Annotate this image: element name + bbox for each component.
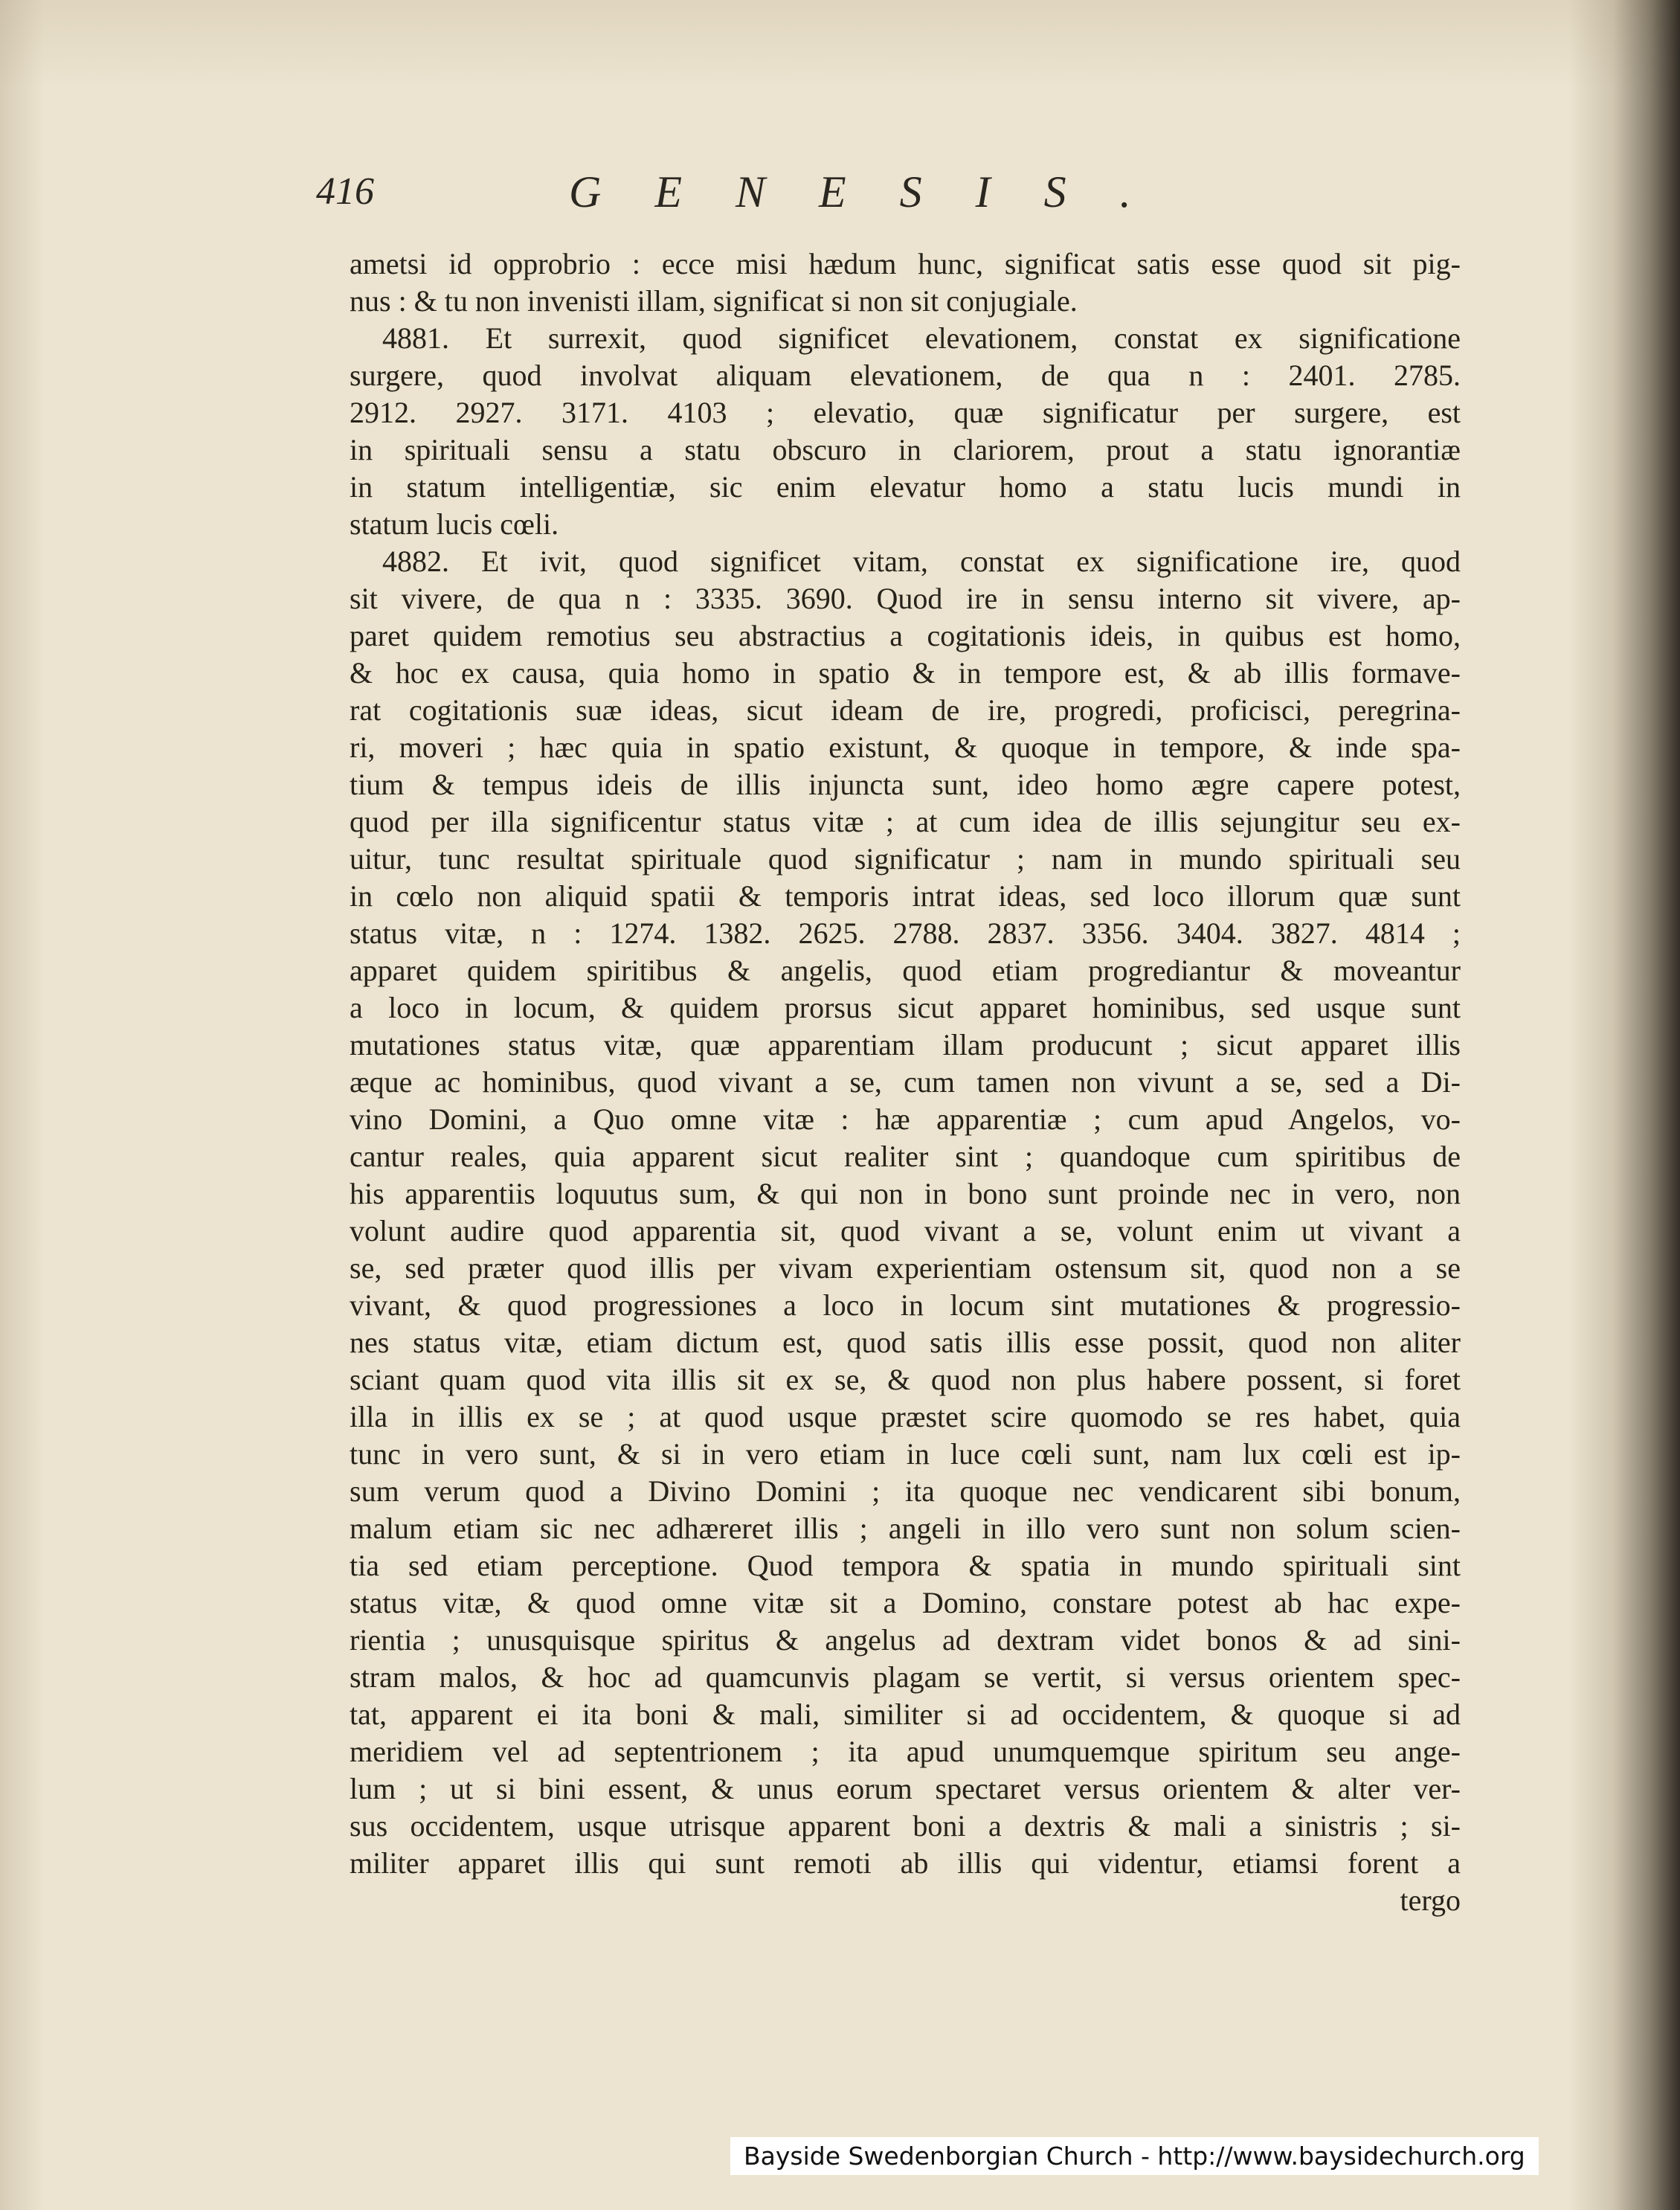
text-line: in statum intelligentiæ, sic enim elevatur homo a statu lucis mundi in — [350, 470, 1461, 504]
text-line: paret quidem remotius seu abstractius a cogitationis ideis, in quibus est homo, — [350, 619, 1461, 652]
text-line: nus : & tu non invenisti illam, significat si non sit conjugiale. — [350, 284, 1078, 318]
text-line: malum etiam sic nec adhæreret illis ; angeli in illo vero sunt non solum scien- — [350, 1512, 1461, 1545]
text-line: militer apparet illis qui sunt remoti ab illis qui videntur, etiamsi forent a — [350, 1846, 1461, 1880]
text-line: meridiem vel ad septentrionem ; ita apud unumquemque spiritum seu ange- — [350, 1735, 1461, 1768]
text-line: tat, apparent ei ita boni & mali, similiter si ad occidentem, & quoque si ad — [350, 1697, 1461, 1731]
text-line: 4881. Et surrexit, quod significet elevationem, constat ex significatione — [382, 321, 1461, 355]
text-line: sus occidentem, usque utrisque apparent boni a dextris & mali a sinistris ; si- — [350, 1809, 1461, 1843]
text-line: lum ; ut si bini essent, & unus eorum spectaret versus orientem & alter ver- — [350, 1772, 1461, 1805]
text-line: volunt audire quod apparentia sit, quod vivant a se, volunt enim ut vivant a — [350, 1214, 1461, 1247]
text-line: statum lucis cœli. — [350, 507, 559, 541]
text-line: in cœlo non aliquid spatii & temporis intrat ideas, sed loco illorum quæ sunt — [350, 879, 1461, 913]
text-line: a loco in locum, & quidem prorsus sicut apparet hominibus, sed usque sunt — [350, 991, 1461, 1024]
page-header — [316, 167, 1268, 237]
source-credit: Bayside Swedenborgian Church - http://www.baysidechurch.org — [730, 2137, 1539, 2175]
text-line: vivant, & quod progressiones a loco in locum sint mutationes & progressio- — [350, 1288, 1461, 1322]
text-line: uitur, tunc resultat spirituale quod significatur ; nam in mundo spirituali seu — [350, 842, 1461, 876]
text-line: mutationes status vitæ, quæ apparentiam illam producunt ; sicut apparet illis — [350, 1028, 1461, 1061]
text-line: apparet quidem spiritibus & angelis, quod etiam progrediantur & moveantur — [350, 954, 1461, 987]
text-line: ametsi id opprobrio : ecce misi hædum hunc, significat satis esse quod sit pig- — [350, 247, 1461, 280]
text-line: stram malos, & hoc ad quamcunvis plagam se vertit, si versus orientem spec- — [350, 1660, 1461, 1694]
text-line: 4882. Et ivit, quod significet vitam, constat ex significatione ire, quod — [382, 545, 1461, 578]
text-line: nes status vitæ, etiam dictum est, quod satis illis esse possit, quod non aliter — [350, 1326, 1461, 1359]
text-line: rat cogitationis suæ ideas, sicut ideam de ire, progredi, proficisci, peregrina- — [350, 693, 1461, 727]
text-line: ri, moveri ; hæc quia in spatio existunt, & quoque in tempore, & inde spa- — [350, 730, 1461, 764]
text-line: tunc in vero sunt, & si in vero etiam in luce cœli sunt, nam lux cœli est ip- — [350, 1437, 1461, 1471]
text-line: 2912. 2927. 3171. 4103 ; elevatio, quæ significatur per surgere, est — [350, 396, 1461, 429]
text-line: tia sed etiam perceptione. Quod tempora & spatia in mundo spirituali sint — [350, 1549, 1461, 1582]
text-line: illa in illis ex se ; at quod usque præstet scire quomodo se res habet, quia — [350, 1400, 1461, 1433]
text-line: tium & tempus ideis de illis injuncta sunt, ideo homo ægre capere potest, — [350, 768, 1461, 801]
text-line: sum verum quod a Divino Domini ; ita quoque nec vendicarent sibi bonum, — [350, 1474, 1461, 1508]
text-line: status vitæ, n : 1274. 1382. 2625. 2788. 2837. 3356. 3404. 3827. 4814 ; — [350, 916, 1461, 950]
text-line: surgere, quod involvat aliquam elevationem, de qua n : 2401. 2785. — [350, 359, 1461, 392]
running-title: GENESIS. — [569, 167, 1185, 216]
page-number: 416 — [316, 170, 374, 213]
catchword: tergo — [1400, 1883, 1461, 1917]
text-line: vino Domini, a Quo omne vitæ : hæ apparentiæ ; cum apud Angelos, vo- — [350, 1102, 1461, 1136]
text-line: sit vivere, de qua n : 3335. 3690. Quod ire in sensu interno sit vivere, ap- — [350, 582, 1461, 615]
text-line: æque ac hominibus, quod vivant a se, cum tamen non vivunt a se, sed a Di- — [350, 1065, 1461, 1099]
text-line: & hoc ex causa, quia homo in spatio & in tempore est, & ab illis formave- — [350, 656, 1461, 690]
text-line: in spirituali sensu a statu obscuro in clariorem, prout a statu ignorantiæ — [350, 433, 1461, 466]
text-line: status vitæ, & quod omne vitæ sit a Domino, constare potest ab hac expe- — [350, 1586, 1461, 1619]
text-line: his apparentiis loquutus sum, & qui non in bono sunt proinde nec in vero, non — [350, 1177, 1461, 1210]
text-line: quod per illa significentur status vitæ ; at cum idea de illis sejungitur seu ex- — [350, 805, 1461, 838]
body-text — [350, 245, 1461, 1919]
text-line: sciant quam quod vita illis sit ex se, & quod non plus habere possent, si foret — [350, 1363, 1461, 1396]
text-line: se, sed præter quod illis per vivam experientiam ostensum sit, quod non a se — [350, 1251, 1461, 1285]
text-line: rientia ; unusquisque spiritus & angelus ad dextram videt bonos & ad sini- — [350, 1623, 1461, 1657]
text-line: cantur reales, quia apparent sicut realiter sint ; quandoque cum spiritibus de — [350, 1140, 1461, 1173]
